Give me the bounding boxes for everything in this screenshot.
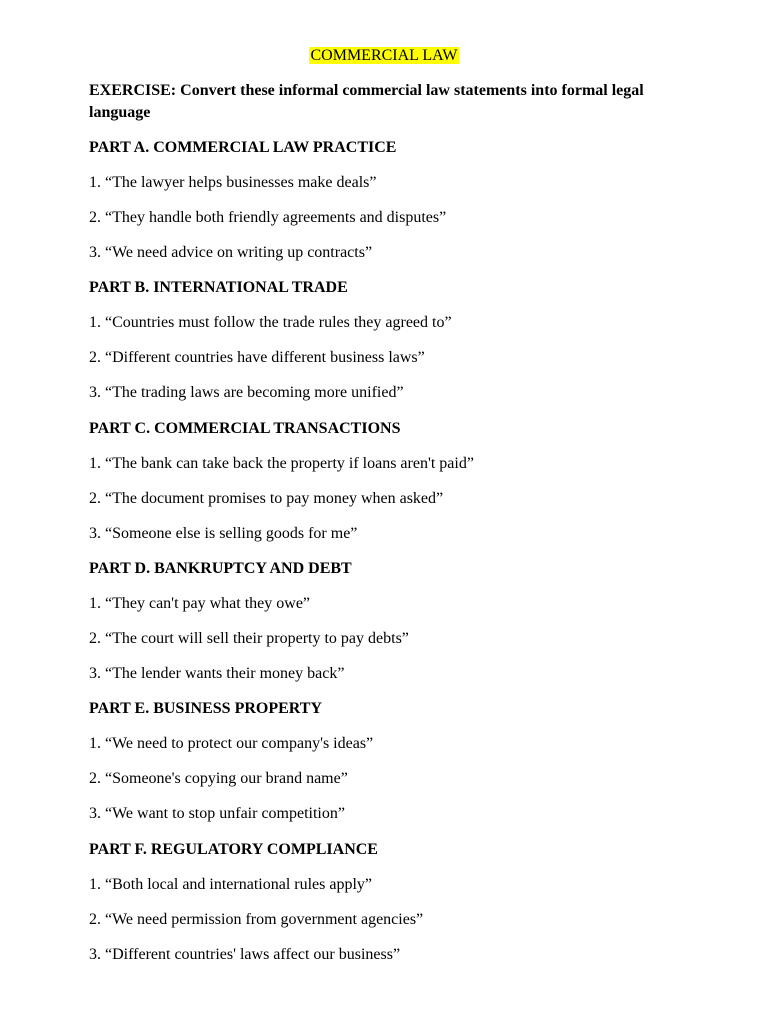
part-e-item-1: 1. “We need to protect our company's ideas” (89, 735, 374, 752)
part-f-item-1: 1. “Both local and international rules apply” (89, 876, 373, 893)
part-d-heading: PART D. BANKRUPTCY AND DEBT (89, 560, 352, 577)
part-b-item-1: 1. “Countries must follow the trade rules they agreed to” (89, 314, 452, 331)
part-e-item-3: 3. “We want to stop unfair competition” (89, 805, 345, 822)
part-a-item-1: 1. “The lawyer helps businesses make deals” (89, 174, 377, 191)
part-c-heading: PART C. COMMERCIAL TRANSACTIONS (89, 420, 401, 437)
part-d-item-1: 1. “They can't pay what they owe” (89, 595, 311, 612)
part-c-item-1: 1. “The bank can take back the property if loans aren't paid” (89, 455, 474, 472)
title-line (0, 45, 768, 66)
part-e-item-2: 2. “Someone's copying our brand name” (89, 770, 348, 787)
part-b-item-2: 2. “Different countries have different business laws” (89, 349, 425, 366)
part-a-item-3: 3. “We need advice on writing up contracts” (89, 244, 373, 261)
part-a-heading: PART A. COMMERCIAL LAW PRACTICE (89, 139, 397, 156)
part-f-item-3: 3. “Different countries' laws affect our business” (89, 946, 401, 963)
part-f-heading: PART F. REGULATORY COMPLIANCE (89, 841, 378, 858)
part-e-heading: PART E. BUSINESS PROPERTY (89, 700, 322, 717)
part-c-item-3: 3. “Someone else is selling goods for me” (89, 525, 358, 542)
part-a-item-2: 2. “They handle both friendly agreements and disputes” (89, 209, 447, 226)
part-d-item-3: 3. “The lender wants their money back” (89, 665, 345, 682)
part-d-item-2: 2. “The court will sell their property to pay debts” (89, 630, 409, 647)
document-title: COMMERCIAL LAW (310, 47, 458, 64)
part-c-item-2: 2. “The document promises to pay money when asked” (89, 490, 444, 507)
exercise-instructions: EXERCISE: Convert these informal commercial law statements into formal legal language (89, 82, 644, 121)
part-b-heading: PART B. INTERNATIONAL TRADE (89, 279, 348, 296)
part-b-item-3: 3. “The trading laws are becoming more unified” (89, 384, 404, 401)
part-f-item-2: 2. “We need permission from government agencies” (89, 911, 424, 928)
